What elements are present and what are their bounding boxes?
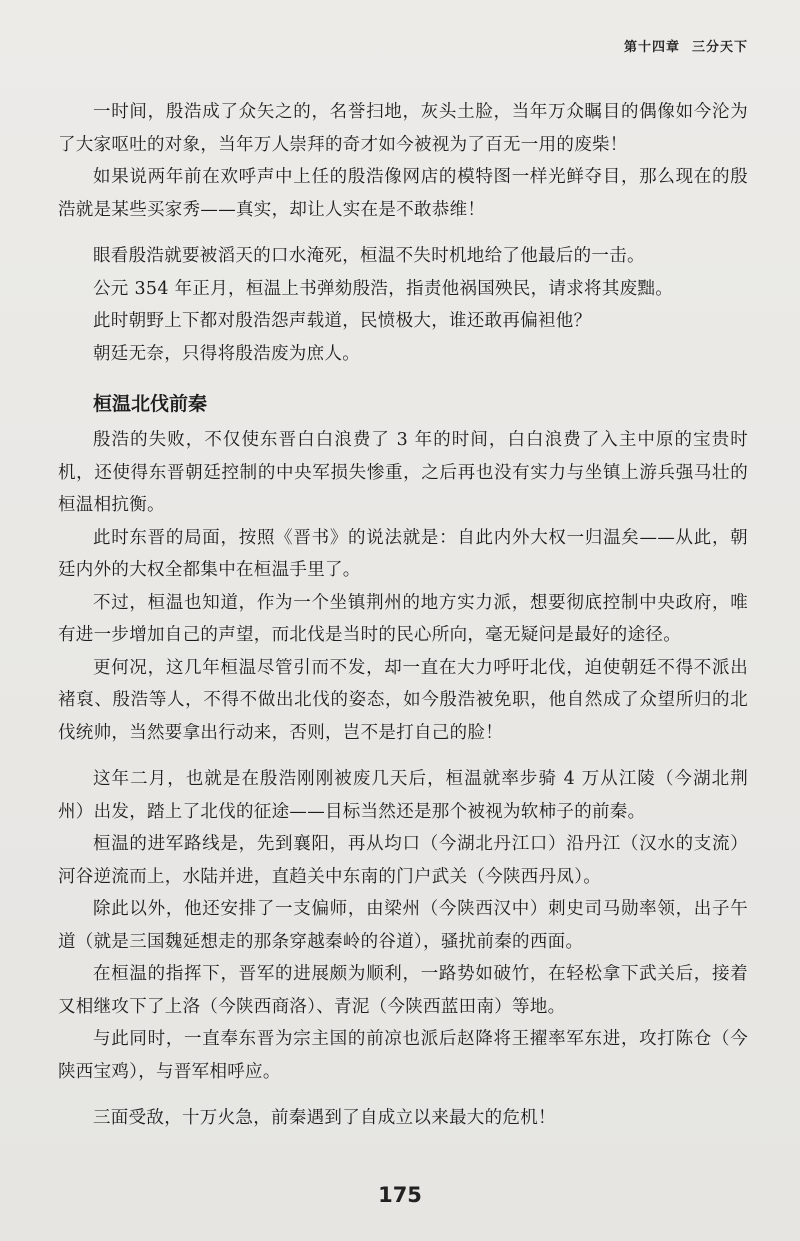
- paragraph: 眼看殷浩就要被滔天的口水淹死，桓温不失时机地给了他最后的一击。: [93, 246, 645, 266]
- paragraph-gap: [58, 370, 748, 384]
- paragraph: 此时东晋的局面，按照《晋书》的说法就是：自此内外大权一归温矣——从此，朝廷内外的大权全都集中在桓温手里了。: [58, 527, 748, 580]
- paragraph: 朝廷无奈，只得将殷浩废为庶人。: [93, 343, 360, 364]
- running-header: [624, 36, 748, 55]
- paragraph: 如果说两年前在欢呼声中上任的殷浩像网店的模特图一样光鲜夺目，那么现在的殷浩就是某些买家秀——真实，却让人实在是不敢恭维！: [58, 167, 748, 220]
- chapter-title: 三分天下: [691, 40, 748, 55]
- paragraph: 此时朝野上下都对殷浩怨声载道，民愤极大，谁还敢再偏袒他？: [93, 311, 592, 331]
- paragraph: 在桓温的指挥下，晋军的进展颇为顺利，一路势如破竹，在轻松拿下武关后，接着又相继攻下了上洛（今陕西商洛）、青泥（今陕西蓝田南）等地。: [58, 964, 748, 1017]
- paragraph: 桓温的进军路线是，先到襄阳，再从均口（今湖北丹江口）沿丹江（汉水的支流）河谷逆流而上，水陆并进，直趋关中东南的门户武关（今陕西丹凤）。: [58, 834, 748, 887]
- paragraph: 公元 354 年正月，桓温上书弹劾殷浩，指责他祸国殃民，请求将其废黜。: [93, 278, 674, 299]
- paragraph: 这年二月，也就是在殷浩刚刚被废几天后，桓温就率步骑 4 万从江陵（今湖北荆州）出发，踏上了北伐的征途——目标当然还是那个被视为软柿子的前秦。: [58, 769, 748, 822]
- page-number: 175: [378, 1183, 422, 1207]
- paragraph: 除此以外，他还安排了一支偏师，由梁州（今陕西汉中）刺史司马勋率领，出子午道（就是三国魏延想走的那条穿越秦岭的谷道），骚扰前秦的西面。: [58, 899, 748, 952]
- paragraph: 三面受敌，十万火急，前秦遇到了自成立以来最大的危机！: [93, 1108, 556, 1128]
- section-title: 桓温北伐前秦: [93, 393, 208, 415]
- paragraph-gap: [58, 749, 748, 763]
- paragraph-gap: [58, 1088, 748, 1102]
- paragraph: 不过，桓温也知道，作为一个坐镇荆州的地方实力派，想要彻底控制中央政府，唯有进一步增加自己的声望，而北伐是当时的民心所向，毫无疑问是最好的途径。: [58, 592, 748, 645]
- paragraph: 更何况，这几年桓温尽管引而不发，却一直在大力呼吁北伐，迫使朝廷不得不派出褚裒、殷浩等人，不得不做出北伐的姿态，如今殷浩被免职，他自然成了众望所归的北伐统帅，当然要拿出行动来，否则，岂不是打自己的脸！: [58, 657, 748, 743]
- paragraph: 殷浩的失败，不仅使东晋白白浪费了 3 年的时间，白白浪费了入主中原的宝贵时机，还使得东晋朝廷控制的中央军损失惨重，之后再也没有实力与坐镇上游兵强马壮的桓温相抗衡。: [58, 430, 748, 515]
- body-text: [58, 96, 748, 1135]
- paragraph: 一时间，殷浩成了众矢之的，名誉扫地，灰头土脸，当年万众瞩目的偶像如今沦为了大家呕吐的对象，当年万人崇拜的奇才如今被视为了百无一用的废柴！: [58, 102, 748, 155]
- chapter-label: 第十四章: [623, 40, 680, 55]
- paragraph-gap: [58, 226, 748, 240]
- paragraph: 与此同时，一直奉东晋为宗主国的前凉也派后赵降将王擢率军东进，攻打陈仓（今陕西宝鸡），与晋军相呼应。: [58, 1029, 748, 1082]
